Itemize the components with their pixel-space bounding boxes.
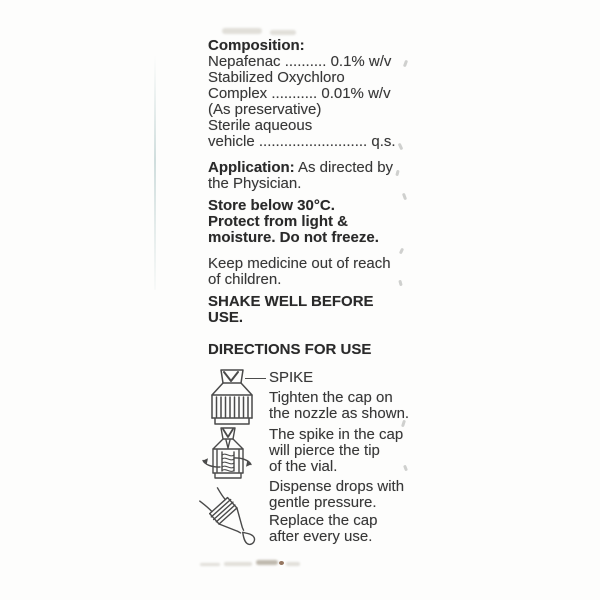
storage-line: Store below 30°C. xyxy=(208,197,335,214)
application-line: the Physician. xyxy=(208,175,302,192)
composition-line: Complex ........... 0.01% w/v xyxy=(208,85,391,102)
spike-callout-label: SPIKE xyxy=(269,369,314,386)
composition-heading: Composition: xyxy=(208,37,305,54)
fold-smudge xyxy=(224,562,252,566)
step3-line: Dispense drops with xyxy=(269,478,405,495)
fold-smudge xyxy=(256,560,278,565)
fold-smudge xyxy=(200,563,220,566)
composition-line: Nepafenac .......... 0.1% w/v xyxy=(208,53,392,70)
composition-line: Stabilized Oxychloro xyxy=(208,69,345,86)
composition-line: Sterile aqueous xyxy=(208,117,313,134)
print-smudge xyxy=(270,30,296,35)
storage-line: moisture. Do not freeze. xyxy=(208,229,379,246)
dropper-bottle-icon xyxy=(193,486,263,556)
step3-line: gentle pressure. xyxy=(269,494,377,511)
panel-edge-line xyxy=(154,55,156,290)
application-rest: As directed by xyxy=(294,159,394,176)
application-heading: Application: xyxy=(208,159,295,176)
step1-line: the nozzle as shown. xyxy=(269,405,410,422)
composition-line: (As preservative) xyxy=(208,101,322,118)
spike-callout-line xyxy=(245,378,266,379)
fold-speck xyxy=(279,561,284,565)
fold-smudge xyxy=(286,562,300,566)
step2-line: The spike in the cap xyxy=(269,426,404,443)
shake-line: USE. xyxy=(208,309,244,326)
step2-line: of the vial. xyxy=(269,458,338,475)
step4-line: after every use. xyxy=(269,528,373,545)
keep-line: of children. xyxy=(208,271,282,288)
directions-heading: DIRECTIONS FOR USE xyxy=(208,341,372,358)
step4-line: Replace the cap xyxy=(269,512,378,529)
print-smudge xyxy=(222,28,262,34)
composition-line: vehicle .......................... q.s. xyxy=(208,133,396,150)
cap-twist-icon xyxy=(197,427,257,482)
shake-line: SHAKE WELL BEFORE xyxy=(208,293,374,310)
step1-line: Tighten the cap on xyxy=(269,389,393,406)
print-speck xyxy=(399,248,404,255)
keep-line: Keep medicine out of reach xyxy=(208,255,391,272)
application-line xyxy=(208,160,418,176)
step2-line: will pierce the tip xyxy=(269,442,380,459)
storage-line: Protect from light & xyxy=(208,213,349,230)
